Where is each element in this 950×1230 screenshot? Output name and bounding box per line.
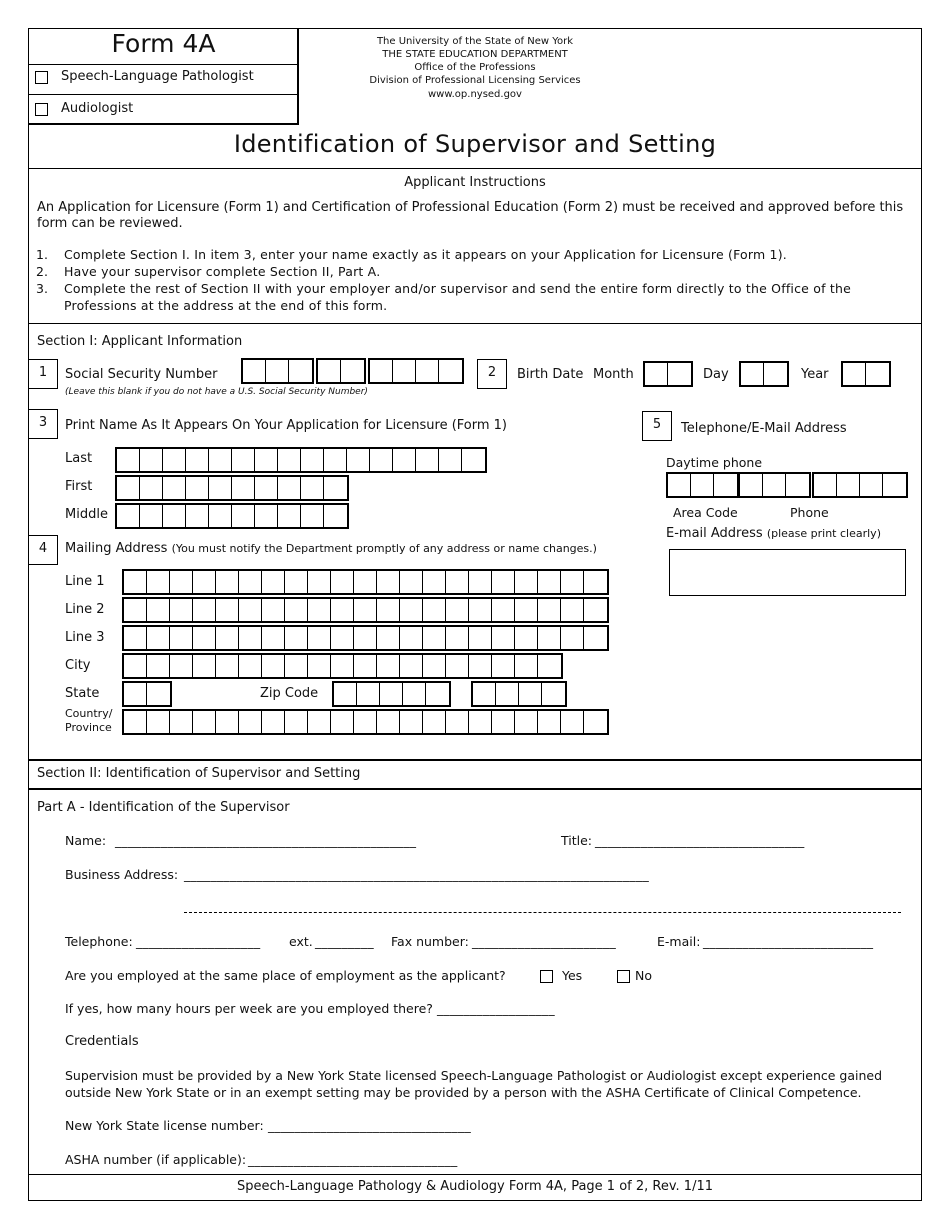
hours-question: If yes, how many hours per week are you employed there?	[65, 1001, 433, 1016]
phone-prefix-field[interactable]	[738, 472, 811, 498]
email-address-label: E-mail Address (please print clearly)	[666, 526, 881, 541]
state-field[interactable]	[122, 681, 172, 707]
speech-language-checkbox[interactable]	[35, 71, 48, 84]
city-field[interactable]	[122, 653, 563, 679]
province-label: Province	[65, 721, 112, 734]
divider	[28, 64, 299, 65]
last-name-label: Last	[65, 451, 93, 466]
mailing-address-label: Mailing Address (You must notify the Department promptly of any address or name changes.)	[65, 541, 597, 556]
credentials-text: Supervision must be provided by a New York State licensed Speech-Language Pathologist or Audiologist except experience gained	[65, 1068, 883, 1083]
state-label: State	[65, 686, 100, 701]
ext-label: ext.	[289, 934, 313, 949]
address-line3-label: Line 3	[65, 630, 105, 645]
ext-field[interactable]: _________	[315, 934, 374, 949]
country-label: Country/	[65, 707, 113, 720]
country-field[interactable]	[122, 709, 609, 735]
city-label: City	[65, 658, 91, 673]
credentials-text: outside New York State or in an exempt setting may be provided by a person with the ASHA Certificate of Clinical Competence.	[65, 1085, 862, 1100]
instructions-intro: An Application for Licensure (Form 1) and Certification of Professional Education (Form 2) must be received and approved before this form can be reviewed.	[37, 200, 904, 231]
daytime-phone-label: Daytime phone	[666, 455, 763, 470]
business-address-field-2[interactable]	[184, 912, 901, 913]
instructions-heading: Applicant Instructions	[404, 175, 546, 190]
business-address-label: Business Address:	[65, 867, 179, 882]
ssn-label: Social Security Number	[65, 367, 218, 382]
item-number: 5	[642, 411, 672, 441]
no-label: No	[635, 968, 652, 983]
hours-field[interactable]: __________________	[437, 1001, 555, 1016]
divider	[28, 323, 922, 324]
supervisor-email-label: E-mail:	[657, 934, 701, 949]
first-name-label: First	[65, 479, 93, 494]
fax-label: Fax number:	[391, 934, 469, 949]
agency-line: THE STATE EDUCATION DEPARTMENT	[382, 49, 568, 60]
supervisor-title-label: Title:	[561, 833, 592, 848]
audiologist-checkbox[interactable]	[35, 103, 48, 116]
address-line1-label: Line 1	[65, 574, 105, 589]
last-name-field[interactable]	[115, 447, 487, 473]
item-number: 4	[28, 535, 58, 565]
item-number: 3	[28, 409, 58, 439]
asha-number-field[interactable]: ________________________________	[248, 1152, 458, 1167]
section2-title: Section II: Identification of Supervisor and Setting	[37, 766, 361, 781]
list-item: 2. Have your supervisor complete Section II, Part A.	[36, 264, 381, 279]
ssn-serial-field[interactable]	[368, 358, 464, 384]
divider	[28, 759, 922, 761]
list-item: 3. Complete the rest of Section II with your employer and/or supervisor and send the entire form directly to the Office of the Professions at the address at the end of this form.	[36, 281, 851, 313]
address-line2-field[interactable]	[122, 597, 609, 623]
address-line2-label: Line 2	[65, 602, 105, 617]
footer-text: Speech-Language Pathology & Audiology Form 4A, Page 1 of 2, Rev. 1/11	[237, 1179, 713, 1194]
agency-website: www.op.nysed.gov	[428, 89, 522, 100]
day-label: Day	[703, 367, 729, 382]
address-line3-field[interactable]	[122, 625, 609, 651]
zip-code-label: Zip Code	[260, 686, 319, 701]
birth-year-field[interactable]	[841, 361, 891, 387]
page-title: Identification of Supervisor and Setting	[233, 130, 717, 158]
supervisor-name-label: Name:	[65, 833, 107, 848]
telephone-field[interactable]: ___________________	[136, 934, 261, 949]
ssn-note: (Leave this blank if you do not have a U.S. Social Security Number)	[65, 387, 368, 397]
fax-field[interactable]: ______________________	[472, 934, 617, 949]
asha-number-label: ASHA number (if applicable):	[65, 1152, 247, 1167]
print-name-label: Print Name As It Appears On Your Application for Licensure (Form 1)	[65, 418, 507, 433]
divider	[28, 94, 299, 95]
agency-line: Division of Professional Licensing Services	[369, 75, 581, 86]
first-name-field[interactable]	[115, 475, 349, 501]
birth-date-label: Birth Date	[517, 367, 584, 382]
agency-line: The University of the State of New York	[376, 36, 574, 47]
section1-title: Section I: Applicant Information	[37, 334, 243, 349]
zip-code-field[interactable]	[332, 681, 451, 707]
telephone-label: Telephone:	[65, 934, 133, 949]
supervisor-email-field[interactable]: __________________________	[703, 934, 874, 949]
telephone-email-label: Telephone/E-Mail Address	[681, 421, 847, 436]
agency-line: Office of the Professions	[414, 62, 536, 73]
birth-day-field[interactable]	[739, 361, 789, 387]
form-title: Form 4A	[111, 29, 216, 58]
month-label: Month	[593, 367, 634, 382]
audiologist-label: Audiologist	[61, 101, 134, 116]
phone-line-field[interactable]	[812, 472, 908, 498]
part-a-title: Part A - Identification of the Supervisor	[37, 800, 290, 815]
supervisor-name-field[interactable]: ______________________________________________	[115, 833, 417, 848]
item-number: 1	[28, 359, 58, 389]
year-label: Year	[801, 367, 829, 382]
address-line1-field[interactable]	[122, 569, 609, 595]
phone-label: Phone	[790, 505, 829, 520]
same-place-yes-checkbox[interactable]	[540, 970, 553, 983]
yes-label: Yes	[562, 968, 583, 983]
area-code-label: Area Code	[673, 505, 738, 520]
license-number-field[interactable]: _______________________________	[268, 1118, 472, 1133]
license-number-label: New York State license number:	[65, 1118, 264, 1133]
divider	[28, 788, 922, 790]
ssn-group-field[interactable]	[316, 358, 366, 384]
list-item: 1. Complete Section I. In item 3, enter your name exactly as it appears on your Application for Licensure (Form 1).	[36, 247, 787, 262]
business-address-field[interactable]: _______________________________________________________________________	[184, 867, 650, 882]
ssn-area-field[interactable]	[241, 358, 314, 384]
birth-month-field[interactable]	[643, 361, 693, 387]
area-code-field[interactable]	[666, 472, 739, 498]
middle-name-label: Middle	[65, 507, 108, 522]
item-number: 2	[477, 359, 507, 389]
middle-name-field[interactable]	[115, 503, 349, 529]
divider	[28, 168, 922, 169]
credentials-heading: Credentials	[65, 1034, 139, 1049]
zip-plus4-field[interactable]	[471, 681, 567, 707]
supervisor-title-field[interactable]: ________________________________	[595, 833, 805, 848]
speech-language-label: Speech-Language Pathologist	[61, 69, 254, 84]
same-place-question: Are you employed at the same place of employment as the applicant?	[65, 968, 506, 983]
email-address-field[interactable]	[669, 549, 906, 596]
same-place-no-checkbox[interactable]	[617, 970, 630, 983]
instructions-list	[36, 246, 911, 314]
